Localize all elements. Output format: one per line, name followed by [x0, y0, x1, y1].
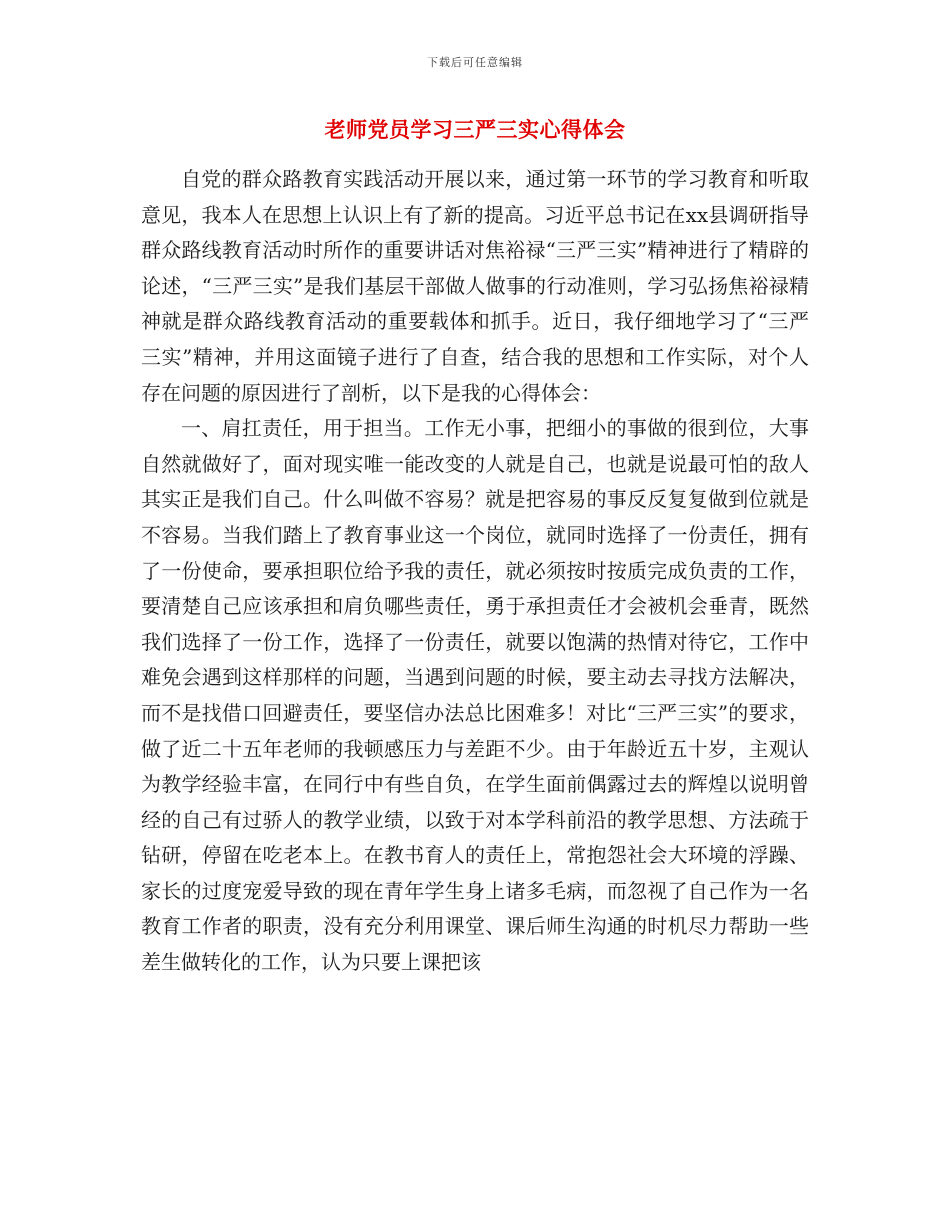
- paragraph-section-one: 一、肩扛责任，用于担当。工作无小事，把细小的事做的很到位，大事自然就做好了，面对现实唯一能改变的人就是自己，也就是说最可怕的敌人其实正是我们自己。什么叫做不容易？就是把容易的事反反复复做到位就是不容易。当我们踏上了教育事业这一个岗位，就同时选择了一份责任，拥有了一份使命，要承担职位给予我的责任，就必须按时按质完成负责的工作，要清楚自己应该承担和肩负哪些责任，勇于承担责任才会被机会垂青，既然我们选择了一份工作，选择了一份责任，就要以饱满的热情对待它，工作中难免会遇到这样那样的问题，当遇到问题的时候，要主动去寻找方法解决，而不是找借口回避责任，要坚信办法总比困难多！对比“三严三实”的要求，做了近二十五年老师的我顿感压力与差距不少。由于年龄近五十岁，主观认为教学经验丰富，在同行中有些自负，在学生面前偶露过去的辉煌以说明曾经的自己有过骄人的教学业绩，以致于对本学科前沿的教学思想、方法疏于钻研，停留在吃老本上。在教书育人的责任上，常抱怨社会大环境的浮躁、家长的过度宠爱导致的现在青年学生身上诸多毛病，而忽视了自己作为一名教育工作者的职责，没有充分利用课堂、课后师生沟通的时机尽力帮助一些差生做转化的工作，认为只要上课把该: [141, 416, 809, 975]
- document-title: 老师党员学习三严三实心得体会: [324, 117, 626, 142]
- document-body: [141, 162, 809, 981]
- paragraph-intro: 自党的群众路教育实践活动开展以来，通过第一环节的学习教育和听取意见，我本人在思想上认识上有了新的提高。习近平总书记在xx县调研指导群众路线教育活动时所作的重要讲话对焦裕禄“三严三实”精神进行了精辟的论述，“三严三实”是我们基层干部做人做事的行动准则，学习弘扬焦裕禄精神就是群众路线教育活动的重要载体和抓手。近日，我仔细地学习了“三严三实”精神，并用这面镜子进行了自查，结合我的思想和工作实际，对个人存在问题的原因进行了剖析，以下是我的心得体会：: [141, 167, 809, 405]
- page-header: 下载后可任意编辑: [427, 56, 523, 69]
